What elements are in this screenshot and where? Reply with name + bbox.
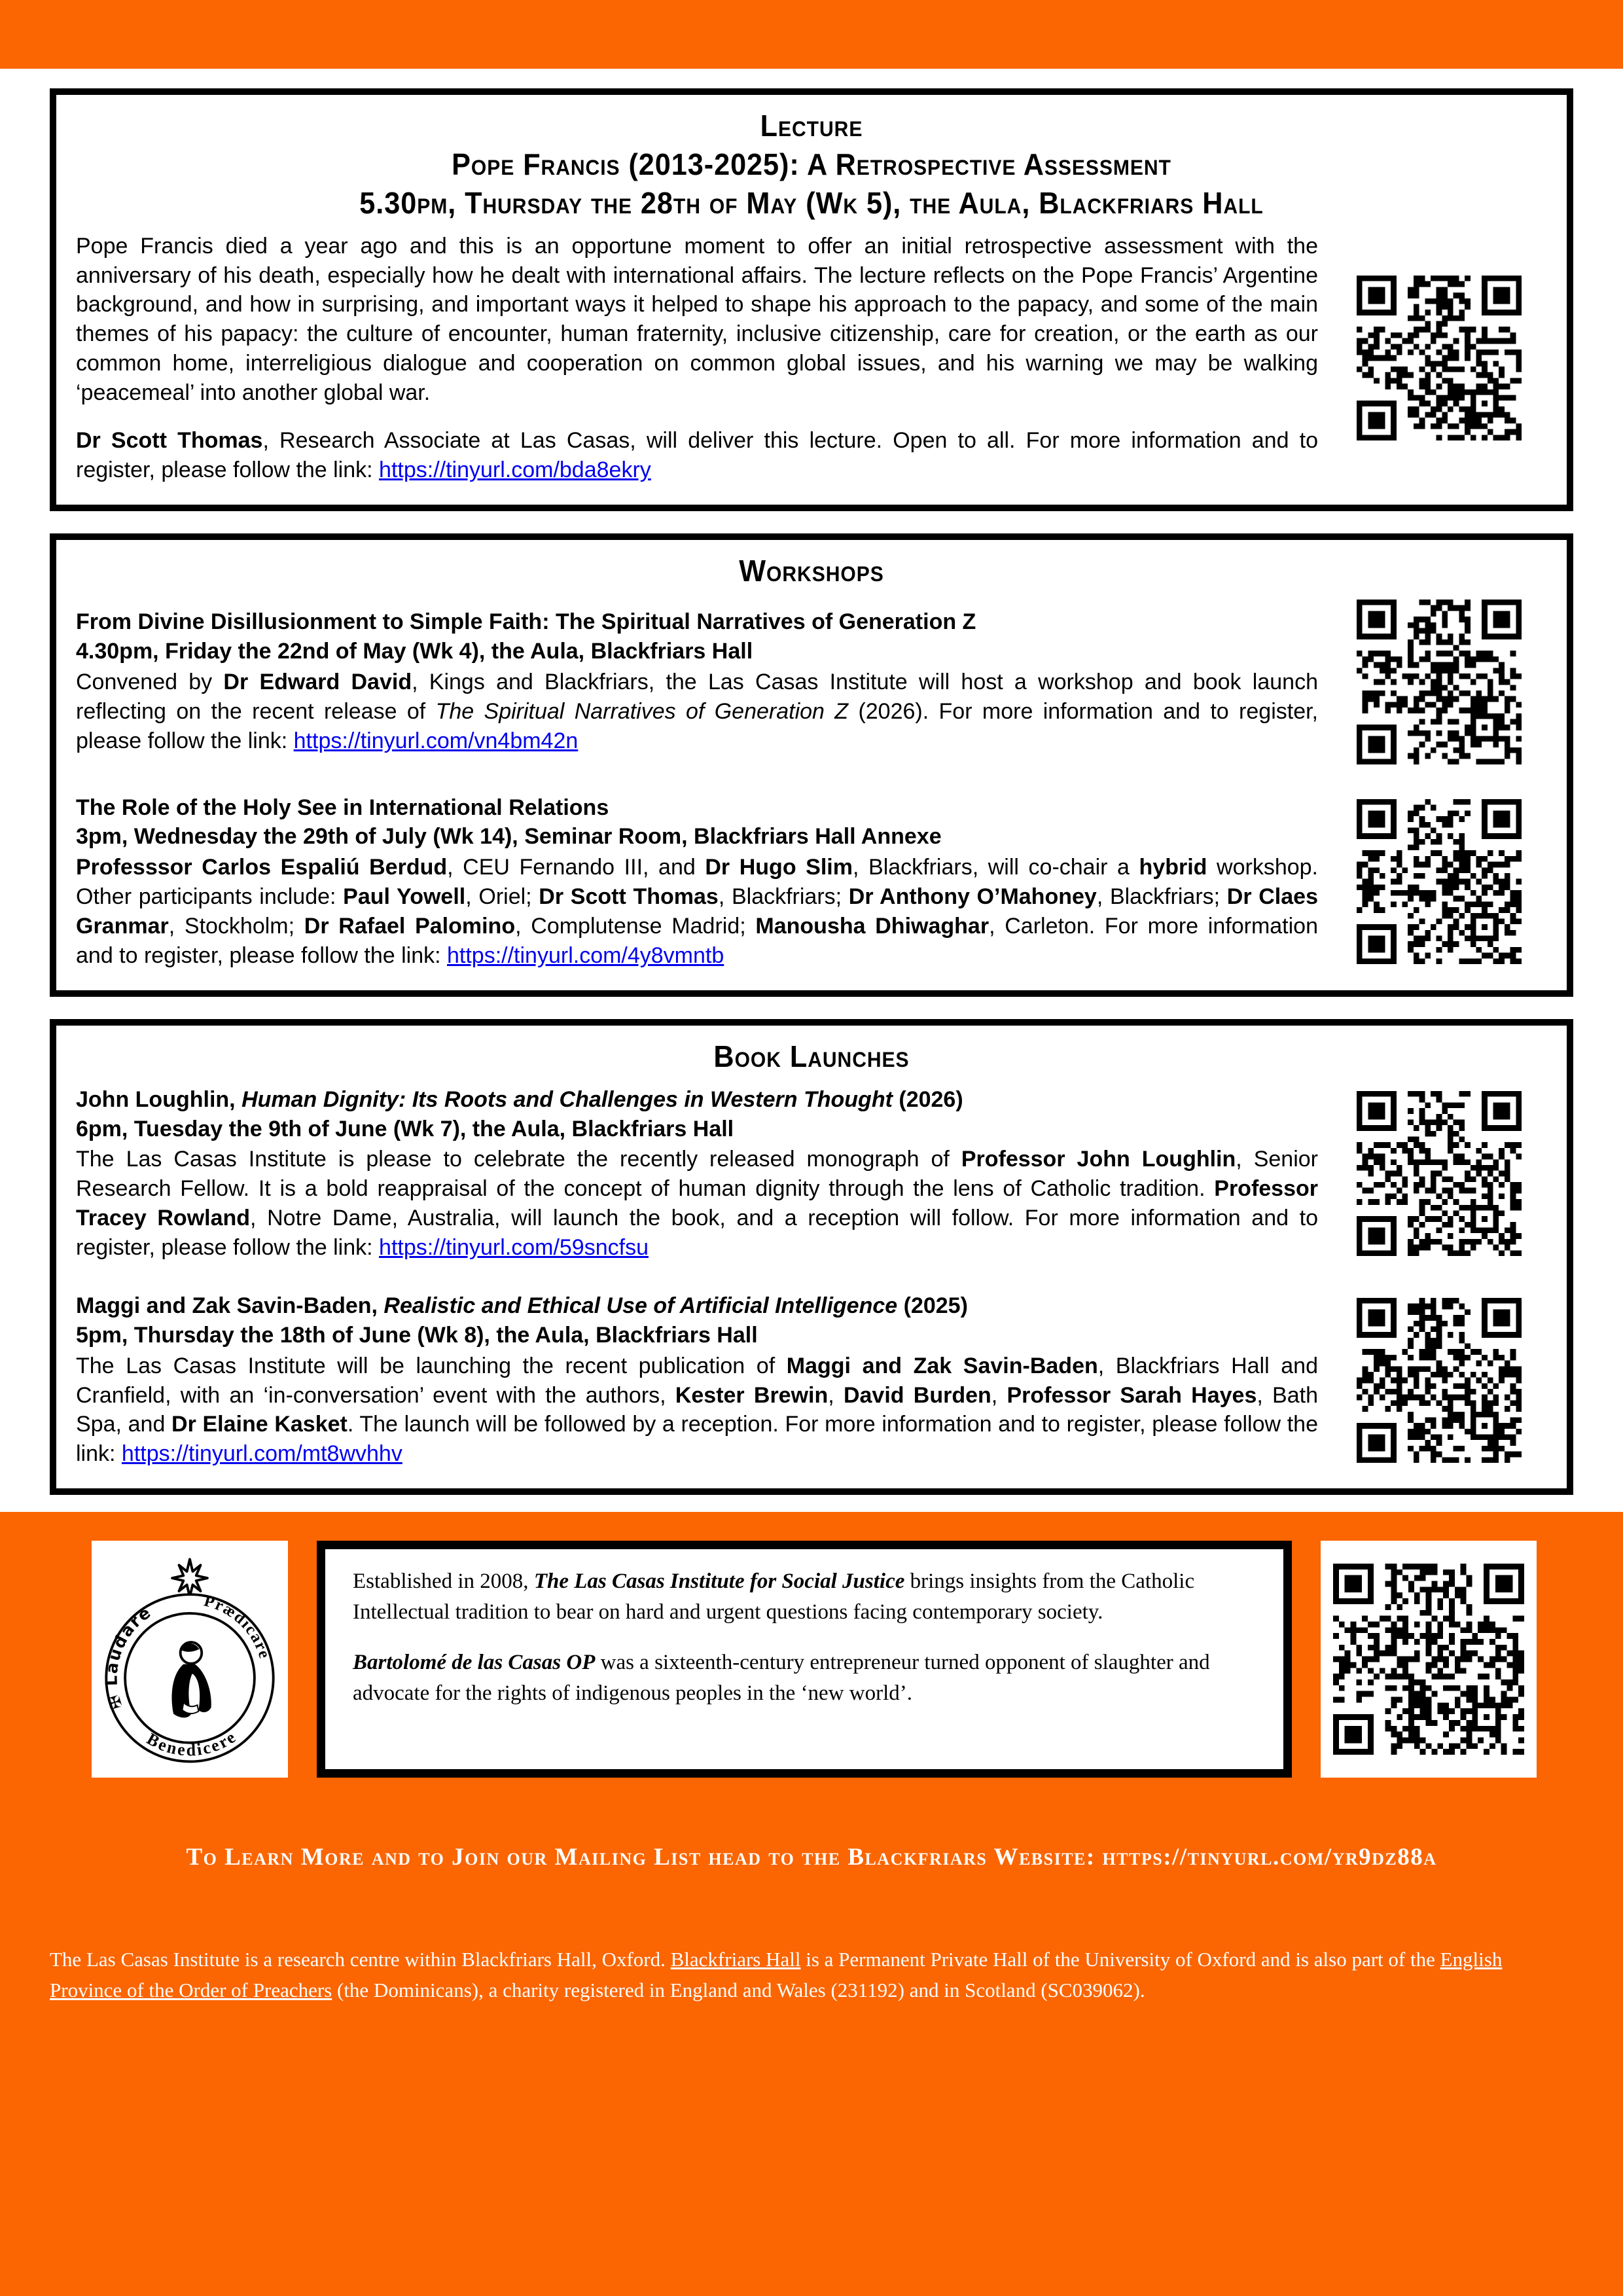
qr-code (1357, 1091, 1522, 1256)
book-launches-heading: Book Launches (713, 1039, 910, 1073)
workshop-entry-2 (76, 793, 1547, 971)
text-span: is a Permanent Private Hall of the University of Oxford and is also part of the (800, 1948, 1440, 1971)
workshop-2-body (76, 853, 1318, 971)
poster-body (0, 69, 1623, 1512)
book-launch-1-title (76, 1085, 1318, 1115)
link[interactable]: https://tinyurl.com/4y8vmntb (447, 942, 724, 968)
book-launch-entry-1 (76, 1085, 1547, 1263)
text-span: Pope Francis died a year ago and this is an opportune moment to offer an initial retrospective assessment with the anniversary of his death, especially how he dealt with international affairs. The lecture reflects on the Pope Francis’ Argentine background, and how in surprising, and important ways it helped to shape his approach to the papacy, and some of the main themes of his papacy: the culture of encounter, human fraternity, inclusive citizenship, care for creation, or the earth as our common home, interreligious dialogue and cooperation on common global issues, and his warning we may be walking ‘peacemeal’ into another global war. (76, 233, 1318, 405)
text-span: , Complutense Madrid; (515, 914, 756, 939)
footer-area (0, 1512, 1623, 2296)
text-span: (2026) (892, 1086, 963, 1112)
text-span: , Notre Dame, Australia, will launch the book, and a reception will follow. For more information and to register, please follow the link: (76, 1206, 1318, 1260)
lecture-entry (76, 232, 1547, 485)
text-span: (2025) (897, 1293, 968, 1318)
blackfriars-seal (96, 1548, 284, 1770)
book-launch-1-body (76, 1145, 1318, 1263)
text-span: , Blackfriars; (718, 884, 849, 910)
text-span: , Blackfriars Hall and Cranfield, with an ‘in-conversation’ event with the authors, (76, 1353, 1318, 1408)
text-span: Professsor Carlos Espaliú Berdud (76, 855, 448, 880)
text-span: The Las Casas Institute is a research centre within Blackfriars Hall, Oxford. (50, 1948, 671, 1971)
link[interactable]: https://tinyurl.com/yr9dz88a (1102, 1844, 1437, 1871)
workshop-1-text (76, 607, 1318, 755)
logo-panel (92, 1541, 288, 1778)
text-span: , Senior Research Fellow. It is a bold reappraisal of the concept of human dignity through the lens of Catholic tradition. (76, 1147, 1318, 1202)
text-span: , CEU Fernando III, and (447, 855, 705, 880)
text-span: Maggi and Zak Savin-Baden, (76, 1293, 384, 1318)
link[interactable]: Blackfriars Hall (670, 1948, 801, 1971)
workshops-heading: Workshops (739, 553, 884, 588)
workshop-2-when-where: 3pm, Wednesday the 29th of July (Wk 14), Seminar Room, Blackfriars Hall Annexe (76, 824, 942, 850)
text-span: John Loughlin, (76, 1086, 242, 1112)
text-span: Human Dignity: Its Roots and Challenges in Western Thought (241, 1086, 893, 1112)
text-span: Established in 2008, (353, 1570, 534, 1594)
legal-paragraph (50, 1945, 1573, 2005)
text-span: Dr Edward David (223, 670, 412, 695)
book-launch-1-text (76, 1085, 1318, 1263)
text-span: , Bath Spa, and (76, 1382, 1318, 1437)
text-span: (the Dominicans), a charity registered in England and Wales (231192) and in Scotland (SC039062). (332, 1978, 1145, 2001)
text-span: , Stockholm; (168, 914, 304, 939)
workshop-2-text (76, 793, 1318, 971)
text-span: Dr Claes Granmar (76, 884, 1318, 939)
eight-point-star-icon (172, 1559, 207, 1597)
lecture-when-where: 5.30pm, Thursday the 28th of May (Wk 5), the Aula, Blackfriars Hall (359, 185, 1264, 220)
motto-praedicare: Prædicare (202, 1592, 274, 1662)
text-span: , Blackfriars, will co-chair a (852, 855, 1139, 880)
text-span: , Carleton. For more information and to register, please follow the link: (76, 914, 1318, 968)
workshop-2-title: The Role of the Holy See in International Relations (76, 795, 609, 820)
footer-qr-panel (1321, 1541, 1537, 1778)
book-launch-2-title (76, 1291, 1318, 1321)
text-span: (2026). For more information and to register, please follow the link: (76, 698, 1319, 753)
qr-code (1333, 1564, 1524, 1755)
motto-laudare: ✠ Laudare (101, 1602, 155, 1712)
workshop-entry-1 (76, 600, 1547, 764)
text-span: hybrid (1139, 855, 1207, 880)
lecture-paragraph (76, 232, 1318, 408)
text-span: Convened by (76, 670, 224, 695)
book-launches-section (50, 1019, 1573, 1495)
text-span: workshop. Other participants include: (76, 855, 1318, 910)
workshops-section (50, 533, 1573, 997)
qr-code (1357, 799, 1522, 964)
text-span: . The launch will be followed by a reception. For more information and to register, please follow the link: (76, 1412, 1318, 1467)
text-span: Dr Rafael Palomino (304, 914, 516, 939)
text-span: , Blackfriars; (1096, 884, 1227, 910)
text-span: Dr Anthony O’Mahoney (848, 884, 1097, 910)
workshop-1-when-where: 4.30pm, Friday the 22nd of May (Wk 4), the Aula, Blackfriars Hall (76, 639, 753, 664)
workshop-1-qr-panel (1331, 600, 1547, 764)
text-span: The Las Casas Institute for Social Justice (533, 1570, 905, 1594)
lecture-kicker: Lecture (760, 109, 863, 143)
text-span: , (991, 1382, 1007, 1408)
book-launch-entry-2 (76, 1291, 1547, 1469)
text-span: Dr Scott Thomas (539, 884, 719, 910)
text-span: , Kings and Blackfriars, the Las Casas Institute will host a workshop and book launch reflecting on the recent release of (76, 670, 1318, 724)
workshop-1-title: From Divine Disillusionment to Simple Faith: The Spiritual Narratives of Generation Z (76, 609, 976, 635)
institute-paragraph-2 (353, 1647, 1256, 1709)
text-span: Professor John Loughlin (961, 1147, 1236, 1172)
text-span: Professor Sarah Hayes (1007, 1382, 1257, 1408)
text-span: The Las Casas Institute will be launching the recent publication of (76, 1353, 787, 1378)
workshop-1-body (76, 668, 1318, 756)
text-span: was a sixteenth-century entrepreneur turned opponent of slaughter and advocate for the rights of indigenous peoples in the ‘new world’. (353, 1650, 1210, 1705)
text-span: Manousha Dhiwaghar (755, 914, 990, 939)
text-span: To Learn More and to Join our Mailing List head to the Blackfriars Website: (186, 1844, 1103, 1871)
link[interactable]: https://tinyurl.com/mt8wvhhv (121, 1441, 402, 1467)
link[interactable]: https://tinyurl.com/59sncfsu (379, 1235, 649, 1260)
text-span: Maggi and Zak Savin-Baden (786, 1353, 1098, 1378)
text-span: David Burden (843, 1382, 991, 1408)
book-launch-1-qr-panel (1331, 1091, 1547, 1256)
qr-code (1357, 600, 1522, 764)
mailing-list-line (50, 1843, 1573, 1871)
motto-benedicere: Benedicere (143, 1727, 241, 1760)
lecture-text (76, 232, 1318, 485)
workshop-2-qr-panel (1331, 799, 1547, 964)
top-border-band (0, 0, 1623, 69)
text-span: Dr Hugo Slim (705, 855, 853, 880)
text-span: , (828, 1382, 844, 1408)
institute-info-box (317, 1541, 1292, 1778)
text-span: Dr Scott Thomas (76, 427, 263, 453)
text-span: brings insights from the Catholic Intellectual tradition to bear on hard and urgent questions facing contemporary society. (353, 1570, 1195, 1624)
lecture-speaker-paragraph (76, 426, 1318, 485)
institute-row (92, 1541, 1537, 1778)
text-span: Paul Yowell (343, 884, 466, 910)
text-span: , Oriel; (465, 884, 539, 910)
text-span: Bartolomé de las Casas OP (353, 1650, 596, 1674)
book-launch-2-qr-panel (1331, 1298, 1547, 1463)
text-span: Realistic and Ethical Use of Artificial Intelligence (383, 1293, 898, 1318)
text-span: The Spiritual Narratives of Generation Z (435, 698, 849, 724)
link[interactable]: English Province of the Order of Preachers (50, 1948, 1503, 2001)
institute-paragraph-1 (353, 1566, 1256, 1628)
lecture-section (50, 88, 1573, 511)
text-span: Dr Elaine Kasket (171, 1412, 348, 1437)
book-launch-1-when-where: 6pm, Tuesday the 9th of June (Wk 7), the Aula, Blackfriars Hall (76, 1116, 734, 1141)
link[interactable]: https://tinyurl.com/vn4bm42n (293, 728, 579, 753)
text-span: Professor Tracey Rowland (76, 1176, 1318, 1231)
text-span: The Las Casas Institute is please to celebrate the recently released monograph of (76, 1147, 961, 1172)
book-launch-2-when-where: 5pm, Thursday the 18th of June (Wk 8), the Aula, Blackfriars Hall (76, 1322, 758, 1348)
text-span: , Research Associate at Las Casas, will deliver this lecture. Open to all. For more information and to register, please follow the link: (76, 427, 1318, 482)
qr-code (1357, 276, 1522, 440)
lecture-title: Pope Francis (2013-2025): A Retrospective Assessment (452, 147, 1171, 181)
lecture-qr-panel (1331, 276, 1547, 440)
qr-code (1357, 1298, 1522, 1463)
text-span: Kester Brewin (675, 1382, 829, 1408)
book-launch-2-text (76, 1291, 1318, 1469)
link[interactable]: https://tinyurl.com/bda8ekry (379, 457, 651, 482)
book-launch-2-body (76, 1352, 1318, 1469)
